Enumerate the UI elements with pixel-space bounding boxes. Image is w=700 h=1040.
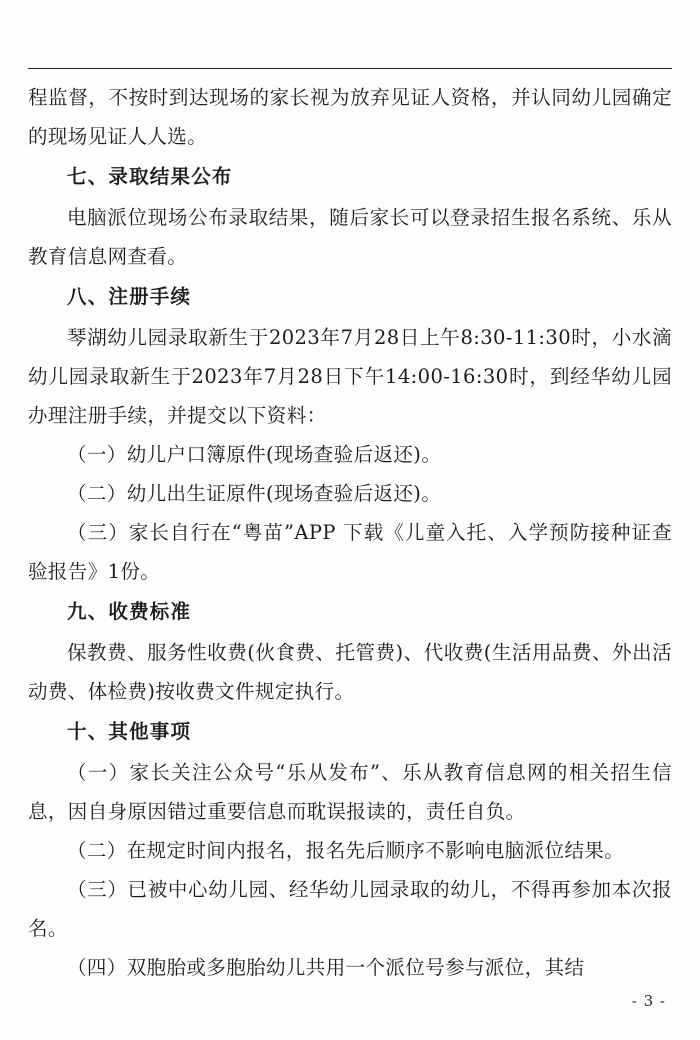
list-item-other-1: （一）家长关注公众号“乐从发布”、乐从教育信息网的相关招生信息，因自身原因错过重要信息而耽误报读的，责任自负。 (28, 761, 672, 823)
section-heading-10: 十、其他事项 (67, 720, 192, 743)
page-number: - 3 - (631, 992, 666, 1010)
list-item-other-2: （二）在规定时间内报名，报名先后顺序不影响电脑派位结果。 (67, 839, 625, 862)
list-item-3: （三）家长自行在“粤苗”APP 下载《儿童入托、入学预防接种证查验报告》1份。 (28, 521, 672, 583)
list-item-2: （二）幼儿出生证原件(现场查验后返还)。 (67, 482, 442, 505)
paragraph-admission-results: 电脑派位现场公布录取结果，随后家长可以登录招生报名系统、乐从教育信息网查看。 (28, 206, 672, 268)
section-heading-8: 八、注册手续 (67, 285, 192, 308)
header-rule (28, 68, 672, 69)
list-item-other-4: （四）双胞胎或多胞胎幼儿共用一个派位号参与派位，其结 (67, 956, 585, 979)
paragraph-registration-times: 琴湖幼儿园录取新生于2023年7月28日上午8:30-11:30时，小水滴幼儿园录取新生于2023年7月28日下午14:00-16:30时，到经华幼儿园办理注册手续，并提交以下资料： (28, 326, 672, 427)
section-heading-9: 九、收费标准 (67, 600, 192, 623)
section-heading-7: 七、录取结果公布 (67, 165, 233, 188)
paragraph-continuation: 程监督，不按时到达现场的家长视为放弃见证人资格，并认同幼儿园确定的现场见证人人选。 (28, 86, 672, 148)
paragraph-fee-standards: 保教费、服务性收费(伙食费、托管费)、代收费(生活用品费、外出活动费、体检费)按收费文件规定执行。 (28, 641, 672, 703)
document-body (28, 78, 672, 987)
list-item-1: （一）幼儿户口簿原件(现场查验后返还)。 (67, 443, 442, 466)
list-item-other-3: （三）已被中心幼儿园、经华幼儿园录取的幼儿，不得再参加本次报名。 (28, 878, 672, 940)
